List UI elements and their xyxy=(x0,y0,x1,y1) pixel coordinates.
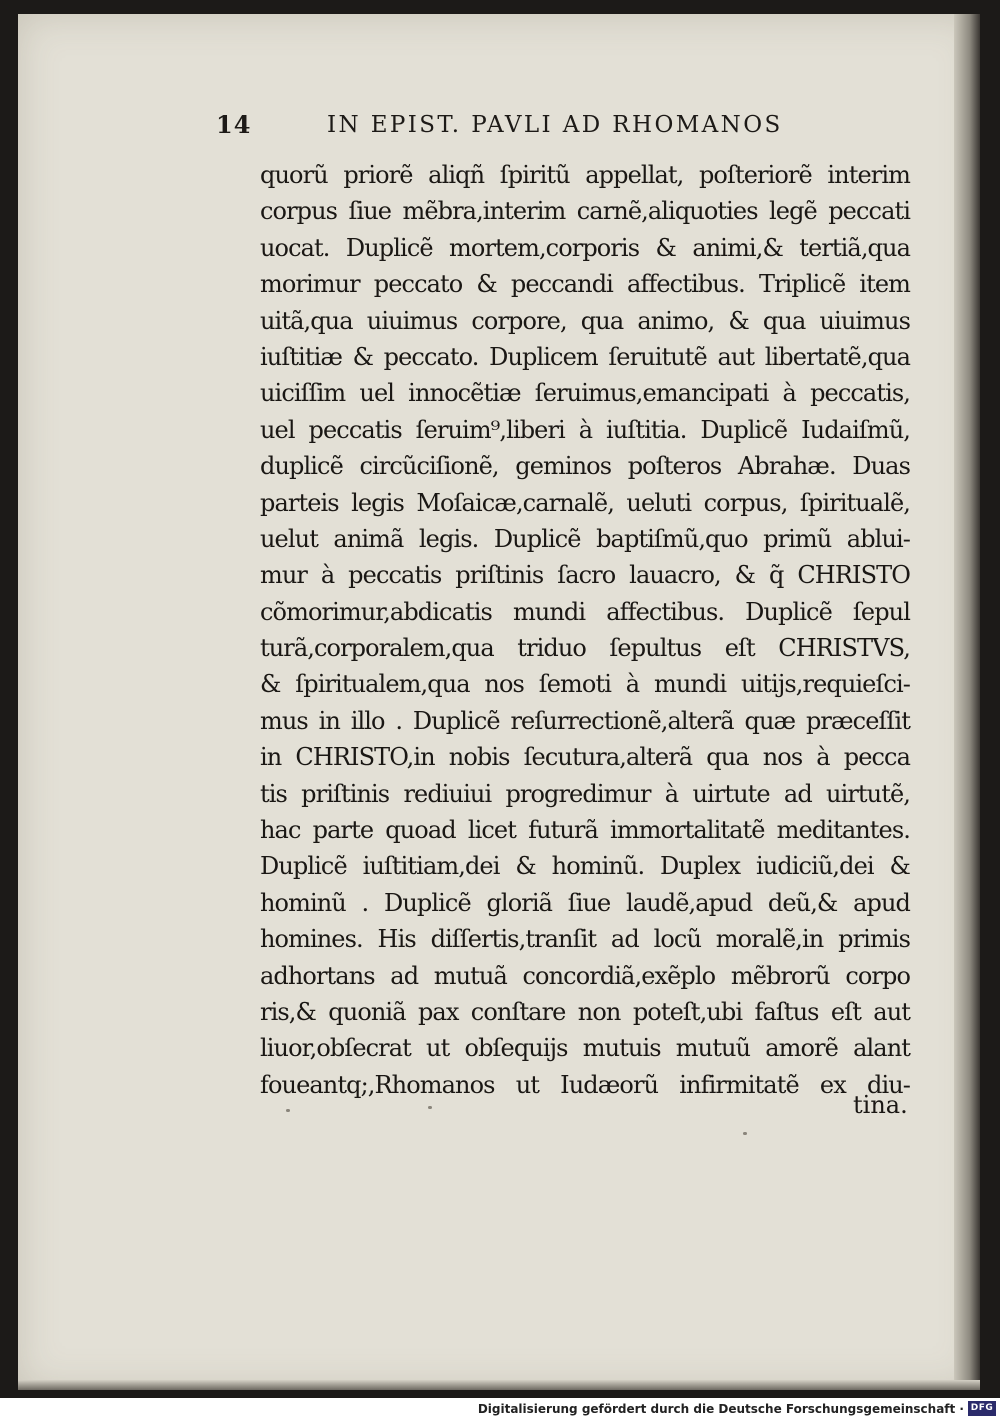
paper-speck xyxy=(743,1132,747,1135)
text-line: uelut animã legis. Duplicẽ baptiſmũ,quo primũ ablui- xyxy=(260,524,910,553)
text-line: Duplicẽ iuſtitiam,dei & hominũ. Duplex iudiciũ,dei & xyxy=(260,852,910,881)
body-text xyxy=(260,157,910,1103)
text-line: liuor,obſecrat ut obſequijs mutuis mutuũ amorẽ alant xyxy=(260,1034,910,1063)
page-edge-shadow xyxy=(954,14,980,1390)
text-line: uocat. Duplicẽ mortem,corporis & animi,& tertiã,qua xyxy=(260,233,910,262)
page-header xyxy=(18,110,980,150)
funding-credit: Digitalisierung gefördert durch die Deutsche Forschungsgemeinschaft · xyxy=(477,1402,964,1416)
catchword: tina. xyxy=(853,1091,908,1119)
page-bottom-shadow xyxy=(18,1380,980,1390)
running-head: IN EPIST. PAVLI AD RHOMANOS xyxy=(327,112,783,138)
text-line: hominũ . Duplicẽ gloriã ſiue laudẽ,apud deũ,& apud xyxy=(260,888,910,917)
text-line: ris,& quoniã pax conſtare non poteſt,ubi faſtus eſt aut xyxy=(260,997,910,1026)
text-line: corpus ſiue mẽbra,interim carnẽ,aliquoties legẽ peccati xyxy=(260,197,910,226)
page-number: 14 xyxy=(216,110,252,139)
text-line: parteis legis Moſaicæ,carnalẽ, ueluti corpus, ſpiritualẽ, xyxy=(260,488,910,517)
text-line: cõmorimur,abdicatis mundi affectibus. Duplicẽ ſepul xyxy=(260,597,910,626)
text-line: homines. His diſſertis,tranſit ad locũ moralẽ,in primis xyxy=(260,925,910,954)
text-line: tis priſtinis rediuiui progredimur à uirtute ad uirtutẽ, xyxy=(260,779,910,808)
text-line: foueantq;,Rhomanos ut Iudæorũ infirmitatẽ ex diu- xyxy=(260,1070,910,1099)
text-line: adhortans ad mutuã concordiã,exẽplo mẽbrorũ corpo xyxy=(260,961,910,990)
text-line: duplicẽ circũciſionẽ, geminos poſteros Abrahæ. Duas xyxy=(260,452,910,481)
paper-speck xyxy=(428,1106,432,1109)
text-line: quorũ priorẽ aliqñ ſpiritũ appellat, poſteriorẽ interim xyxy=(260,161,910,189)
text-line: hac parte quoad licet futurã immortalitatẽ meditantes. xyxy=(260,816,910,845)
text-line: morimur peccato & peccandi affectibus. Triplicẽ item xyxy=(260,270,910,299)
text-line: turã,corporalem,qua triduo ſepultus eſt CHRISTVS, xyxy=(260,634,910,663)
paper-speck xyxy=(286,1109,290,1112)
dfg-logo-icon: DFG xyxy=(968,1401,996,1416)
text-line: in CHRISTO,in nobis ſecutura,alterã qua nos à pecca xyxy=(260,743,910,772)
text-line: mur à peccatis priſtinis ſacro lauacro, & q̃ CHRISTO xyxy=(260,561,910,590)
digitization-footer xyxy=(0,1398,1000,1421)
book-page xyxy=(18,14,980,1390)
text-line: & ſpiritualem,qua nos ſemoti à mundi uitijs,requieſci- xyxy=(260,670,910,699)
text-line: iuſtitiæ & peccato. Duplicem ſeruitutẽ aut libertatẽ,qua xyxy=(260,342,910,371)
text-line: uitã,qua uiuimus corpore, qua animo, & qua uiuimus xyxy=(260,306,910,335)
text-line: mus in illo . Duplicẽ reſurrectionẽ,alterã quæ præceſſit xyxy=(260,706,910,735)
text-line: uel peccatis ſeruim⁹,liberi à iuſtitia. Duplicẽ Iudaiſmũ, xyxy=(260,415,910,444)
text-line: uiciſſim uel innocẽtiæ ſeruimus,emancipati à peccatis, xyxy=(260,379,910,408)
